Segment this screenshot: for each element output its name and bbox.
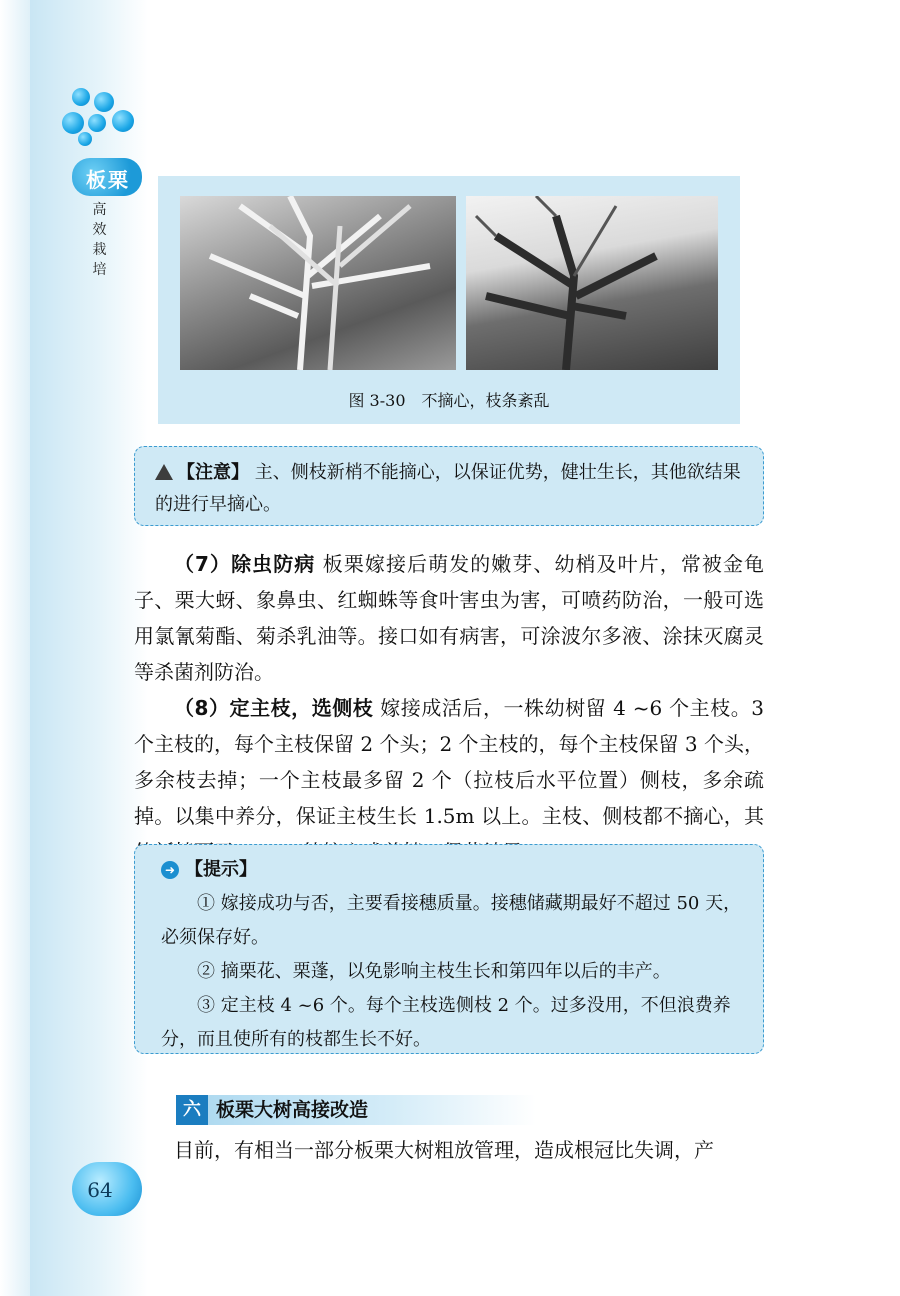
note-text: 主、侧枝新梢不能摘心，以保证优势，健壮生长，其他欲结果的进行早摘心。 [155,462,741,515]
tip-header [161,853,745,887]
figure-photo-left [180,196,456,370]
tip-item: ② 摘栗花、栗蓬，以免影响主枝生长和第四年以后的丰产。 [197,961,671,982]
tip-callout [134,844,764,1054]
paragraph-main-branches [134,690,764,870]
page-number: 64 [87,1178,113,1202]
note-callout [134,446,764,526]
figure [158,176,740,424]
margin-strip [0,0,30,1296]
paragraph-pest-control [134,546,764,690]
tip-item: ① 嫁接成功与否，主要看接穗质量。接穗储藏期最好不超过 50 天，必须保存好。 [161,893,742,948]
book-vertical-title: 高 效 栽 培 [92,202,108,278]
paragraph-large-trees: 目前，有相当一部分板栗大树粗放管理，造成根冠比失调，产 [174,1138,714,1162]
subheading-main-branches: （8）定主枝，选侧枝 [174,696,374,720]
figure-caption: 图 3-30 不摘心，枝条紊乱 [348,391,550,410]
subheading-pest-control: （7）除虫防病 [174,552,316,576]
section-heading [176,1095,536,1125]
paragraph-pest-control-text: 板栗嫁接后萌发的嫩芽、幼梢及叶片，常被金龟子、栗大蚜、象鼻虫、红蜘蛛等食叶害虫为害，可喷药防治，一般可选用氯氰菊酯、菊杀乳油等。接口如有病害，可涂波尔多液、涂抹灭腐灵等杀菌剂防治。 [134,552,765,684]
section-number: 六 [176,1095,208,1125]
note-label: 【注意】 [177,462,249,483]
tip-item: ③ 定主枝 4 ~6 个。每个主枝选侧枝 2 个。过多没用，不但浪费养分，而且使所有的枝都生长不好。 [161,995,731,1050]
paragraph-main-branches-text: 嫁接成活后，一株幼树留 4 ~6 个主枝。3 个主枝的，每个主枝保留 2 个头；2 个主枝的，每个主枝保留 3 个头，多余枝去掉；一个主枝最多留 2 个（拉枝后水平位置）侧枝，多余疏掉。以集中养分，保证主枝生长 1.5m 以上。主枝、侧枝都不摘心，其 [134,696,765,828]
decorative-dots [62,88,142,148]
arrow-right-icon: ➜ [161,861,179,879]
warning-icon [155,464,173,480]
figure-photo-right [466,196,718,370]
tip-label: 【提示】 [185,859,257,880]
section-title: 板栗大树高接改造 [216,1099,369,1121]
book-logo-text: 板栗 [86,168,130,192]
